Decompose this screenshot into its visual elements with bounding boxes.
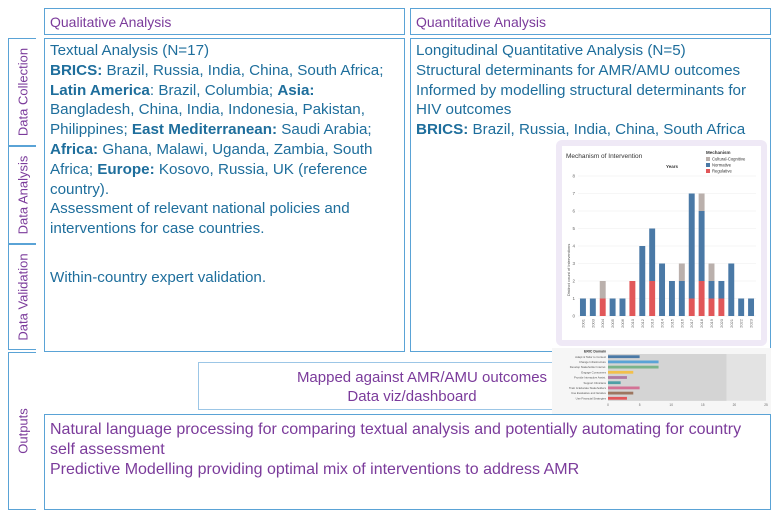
row-label-text: Data Validation: [15, 253, 30, 341]
eric-category-label: Change Infrastructure: [578, 360, 606, 364]
quant-brics-label: BRICS:: [416, 121, 469, 139]
bar-regulative-2019: [709, 299, 715, 317]
europe-label: Europe:: [97, 160, 155, 178]
eric-x-tick-label: 20: [732, 402, 737, 407]
legend-label: Regulative: [712, 168, 732, 174]
row-label-text: Data Analysis: [15, 155, 30, 235]
legend-swatch: [706, 163, 710, 167]
bar-normative-2016: [679, 281, 685, 316]
bar-normative-2013: [649, 229, 655, 282]
y-tick-label: 4: [572, 243, 575, 249]
eric-bar-6: [608, 387, 640, 390]
emr-label: East Mediterranean:: [131, 121, 278, 139]
legend-swatch: [706, 157, 710, 161]
textual-analysis-line: Textual Analysis (N=17): [50, 42, 210, 59]
bar-normative-2012: [639, 246, 645, 316]
bar-regulative-2020: [718, 299, 724, 317]
x-tick-label: 2022: [738, 319, 744, 328]
bar-normative-2015: [669, 281, 675, 316]
x-tick-label: 2023: [748, 319, 754, 328]
eric-bar-0: [608, 355, 640, 358]
legend-title: Mechanism: [706, 150, 731, 155]
bar-regulative-2018: [699, 281, 705, 316]
bar-normative-2021: [728, 264, 734, 317]
x-tick-label: 2017: [689, 319, 695, 328]
hiv-line: Informed by modelling structural determinants for HIV outcomes: [416, 81, 747, 119]
x-tick-label: 2021: [728, 319, 734, 328]
emr-text: Saudi Arabia;: [277, 121, 372, 139]
bar-normative-2020: [718, 281, 724, 299]
y-tick-label: 8: [572, 173, 575, 179]
asia-label: Asia:: [277, 81, 315, 99]
mapped-text: [199, 368, 555, 406]
regions-paragraph: [50, 61, 400, 200]
bar-cultural-cognitive-2016: [679, 264, 685, 282]
x-tick-label: 2001: [580, 319, 586, 328]
y-tick-label: 2: [572, 278, 575, 284]
x-tick-label: 2019: [709, 319, 714, 328]
eric-category-label: Adapt & Tailor to Context: [575, 354, 606, 359]
bar-normative-2018: [699, 211, 705, 281]
chart-xlabel: Years: [666, 164, 679, 169]
bar-normative-2022: [738, 299, 744, 317]
row-label-text: Outputs: [15, 408, 30, 454]
quantitative-text: [416, 41, 766, 140]
outputs-text: [50, 420, 762, 480]
eric-domain-chart-svg: [552, 348, 771, 414]
eric-bar-7: [608, 392, 633, 395]
nlp-line: Natural language processing for comparing textual analysis and potentially automating for country self assessment: [50, 421, 742, 458]
eric-bar-3: [608, 371, 633, 374]
eric-category-label: Support Clinicians: [583, 380, 606, 385]
predictive-line: Predictive Modelling providing optimal mix of interventions to address AMR: [50, 461, 580, 478]
row-label-outputs: [8, 352, 36, 510]
mapped-box: [198, 362, 556, 410]
eric-bar-1: [608, 361, 659, 364]
qualitative-header: Qualitative Analysis: [50, 14, 172, 30]
x-tick-label: 2012: [639, 319, 645, 328]
assessment-line: Assessment of relevant national policies and interventions for case countries.: [50, 200, 350, 238]
eric-category-label: Develop Stakeholder Interrel.: [569, 365, 606, 370]
mapped-line1: Mapped against AMR/AMU outcomes: [296, 369, 548, 386]
x-tick-label: 2010: [629, 319, 635, 328]
legend-label: Cultural-Cognitive: [712, 156, 746, 162]
eric-category-label: Provide Interactive Assist.: [573, 375, 606, 380]
bar-regulative-2004: [600, 299, 606, 317]
eric-x-tick-label: 0: [607, 402, 609, 407]
eric-category-label: Train & Educate Stakeholders: [568, 386, 606, 390]
bar-normative-2014: [659, 264, 665, 317]
bar-normative-2019: [709, 281, 715, 299]
legend-swatch: [706, 169, 710, 173]
quantitative-header-box: [410, 8, 771, 35]
quant-brics-line: [416, 120, 766, 140]
africa-text: Ghana, Malawi, Uganda, Zambia, South Africa;: [50, 140, 373, 178]
eric-category-label: Use Financial Strategies: [575, 396, 606, 401]
eric-x-tick-label: 10: [669, 402, 673, 407]
row-label-data-collection: [8, 38, 36, 146]
eric-x-tick-label: 5: [638, 402, 641, 407]
latam-text: : Brazil, Columbia;: [149, 81, 278, 99]
row-label-data-validation: [8, 244, 36, 350]
qualitative-text: [50, 41, 400, 239]
x-tick-label: 2006: [620, 319, 625, 328]
latam-label: Latin America: [50, 81, 150, 99]
bar-normative-2017: [689, 194, 695, 299]
x-tick-label: 2015: [669, 319, 675, 328]
bar-normative-2003: [590, 299, 596, 317]
row-label-data-analysis: [8, 146, 36, 244]
bar-cultural-cognitive-2018: [699, 194, 705, 212]
quant-brics-text: Brazil, Russia, India, China, South Africa: [468, 121, 746, 139]
legend-label: Normative: [712, 162, 732, 168]
bar-cultural-cognitive-2004: [600, 281, 606, 299]
x-tick-label: 2003: [590, 319, 596, 328]
qualitative-body-box: [44, 38, 405, 352]
eric-bar-4: [608, 376, 627, 379]
x-tick-label: 2020: [718, 319, 724, 328]
structural-line: Structural determinants for AMR/AMU outcomes: [416, 61, 741, 79]
chart-ylabel: Distinct count of Interventions: [566, 243, 571, 297]
quantitative-header: Quantitative Analysis: [416, 14, 546, 30]
eric-title: ERIC Domain: [584, 349, 607, 354]
y-tick-label: 6: [572, 208, 575, 214]
y-tick-label: 0: [572, 313, 575, 319]
chart-title: Mechanism of Intervention: [566, 153, 643, 160]
bar-normative-2005: [610, 299, 616, 317]
y-tick-label: 3: [572, 261, 575, 266]
eric-x-tick-label: 25: [764, 402, 768, 407]
outputs-box: [44, 414, 771, 510]
bar-regulative-2017: [689, 299, 695, 317]
eric-category-label: Use Evaluative and Iterative: [571, 391, 606, 396]
longitudinal-line: Longitudinal Quantitative Analysis (N=5): [416, 42, 686, 59]
brics-text: Brazil, Russia, India, China, South Africa;: [102, 61, 384, 79]
bar-cultural-cognitive-2019: [709, 264, 715, 282]
eric-category-label: Engage Consumers: [581, 370, 606, 375]
y-tick-label: 5: [572, 226, 575, 231]
eric-x-ticks: [607, 403, 768, 407]
eric-x-tick-label: 15: [701, 402, 705, 407]
europe-text: Kosovo, Russia, UK (reference country).: [50, 160, 368, 198]
validation-line: Within-country expert validation.: [50, 269, 267, 286]
eric-bar-5: [608, 381, 621, 384]
mechanism-chart: [556, 140, 767, 346]
x-tick-label: 2004: [600, 319, 606, 328]
y-tick-label: 1: [572, 296, 575, 301]
x-tick-label: 2013: [649, 319, 655, 328]
row-label-text: Data Collection: [15, 47, 30, 137]
bar-normative-2006: [620, 299, 626, 317]
x-tick-label: 2018: [699, 319, 705, 328]
asia-text: Bangladesh, China, India, Indonesia, Pakistan, Philippines;: [50, 101, 365, 139]
bar-regulative-2013: [649, 281, 655, 316]
x-tick-label: 2014: [659, 319, 665, 328]
x-tick-label: 2005: [610, 319, 616, 328]
eric-bar-2: [608, 366, 659, 369]
bar-normative-2023: [748, 299, 754, 317]
eric-domain-chart: [552, 348, 771, 414]
africa-label: Africa:: [50, 140, 99, 158]
eric-bars: [569, 354, 766, 401]
bar-normative-2001: [580, 299, 586, 317]
x-tick-label: 2016: [679, 319, 685, 328]
qualitative-header-box: [44, 8, 405, 35]
y-tick-label: 7: [572, 191, 575, 196]
mapped-line2: Data viz/dashboard: [347, 388, 477, 405]
eric-bar-8: [608, 397, 627, 400]
bar-regulative-2010: [629, 281, 635, 316]
brics-label: BRICS:: [50, 61, 103, 79]
mechanism-chart-svg: [556, 140, 767, 346]
